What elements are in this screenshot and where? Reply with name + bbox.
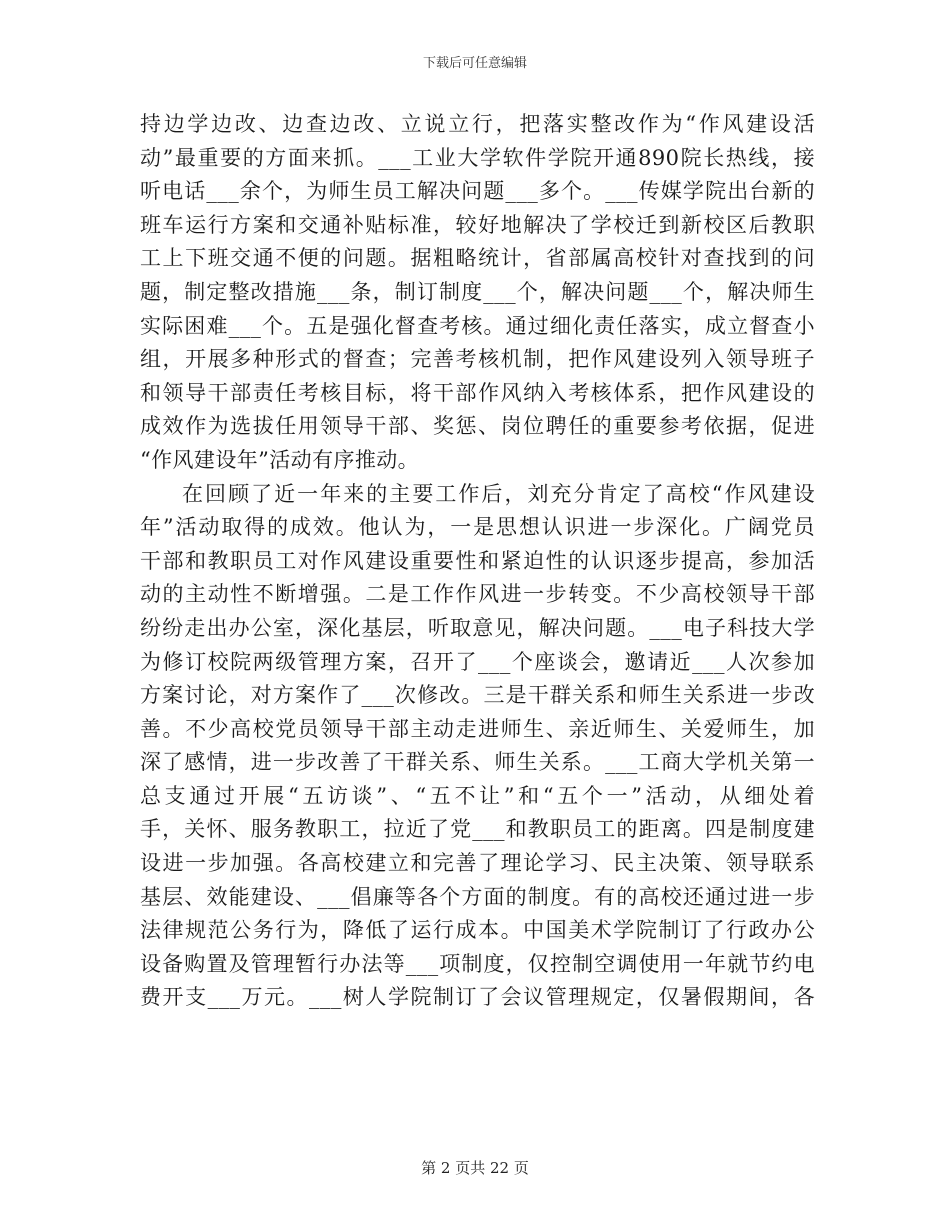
text-line: 费开支___万元。___树人学院制订了会议管理规定，仅暑假期间，各 [140, 985, 815, 1010]
text-line: 方案讨论，对方案作了___次修改。三是干群关系和师生关系进一步改 [140, 683, 815, 708]
text-line: 题，制定整改措施___条，制订制度___个，解决问题___个，解决师生 [140, 279, 815, 304]
text-line: 动”最重要的方面来抓。___工业大学软件学院开通890院长热线，接 [140, 145, 815, 170]
text-line: 总支通过开展“五访谈”、“五不让”和“五个一”活动，从细处着 [140, 783, 815, 808]
paragraph-2 [140, 478, 815, 1016]
text-line: 法律规范公务行为，降低了运行成本。中国美术学院制订了行政办公 [140, 918, 815, 943]
text-line: 实际困难___个。五是强化督查考核。通过细化责任落实，成立督查小 [140, 313, 815, 338]
paragraph-1 [140, 108, 815, 478]
text-line: 设进一步加强。各高校建立和完善了理论学习、民主决策、领导联系 [140, 851, 815, 876]
page-footer: 第 2 页共 22 页 [421, 1159, 529, 1177]
document-body [140, 108, 815, 1015]
text-line: 和领导干部责任考核目标，将干部作风纳入考核体系，把作风建设的 [140, 380, 815, 405]
text-line: 成效作为选拔任用领导干部、奖惩、岗位聘任的重要参考依据，促进 [140, 414, 815, 439]
text-line: 听电话___余个，为师生员工解决问题___多个。___传媒学院出台新的 [140, 179, 815, 204]
text-line: 善。不少高校党员领导干部主动走进师生、亲近师生、关爱师生，加 [140, 716, 815, 741]
text-line: “作风建设年”活动有序推动。 [140, 447, 420, 472]
text-line: 纷纷走出办公室，深化基层，听取意见，解决问题。___电子科技大学 [140, 615, 815, 640]
text-line: 在回顾了近一年来的主要工作后，刘充分肯定了高校“作风建设 [182, 481, 815, 506]
text-line: 设备购置及管理暂行办法等___项制度，仅控制空调使用一年就节约电 [140, 951, 815, 976]
text-line: 手，关怀、服务教职工，拉近了党___和教职员工的距离。四是制度建 [140, 817, 815, 842]
text-line: 组，开展多种形式的督查；完善考核机制，把作风建设列入领导班子 [140, 347, 815, 372]
text-line: 班车运行方案和交通补贴标准，较好地解决了学校迁到新校区后教职 [140, 212, 815, 237]
text-line: 为修订校院两级管理方案，召开了___个座谈会，邀请近___人次参加 [140, 649, 815, 674]
text-line: 工上下班交通不便的问题。据粗略统计，省部属高校针对查找到的问 [140, 246, 815, 271]
text-line: 持边学边改、边查边改、立说立行，把落实整改作为“作风建设活 [140, 112, 815, 136]
text-line: 干部和教职员工对作风建设重要性和紧迫性的认识逐步提高，参加活 [140, 548, 815, 573]
text-line: 基层、效能建设、___倡廉等各个方面的制度。有的高校还通过进一步 [140, 884, 815, 909]
text-line: 深了感情，进一步改善了干群关系、师生关系。___工商大学机关第一 [140, 750, 815, 775]
page-header: 下载后可任意编辑 [422, 56, 527, 71]
text-line: 年”活动取得的成效。他认为，一是思想认识进一步深化。广阔党员 [140, 515, 815, 540]
text-line: 动的主动性不断增强。二是工作作风进一步转变。不少高校领导干部 [140, 582, 815, 607]
